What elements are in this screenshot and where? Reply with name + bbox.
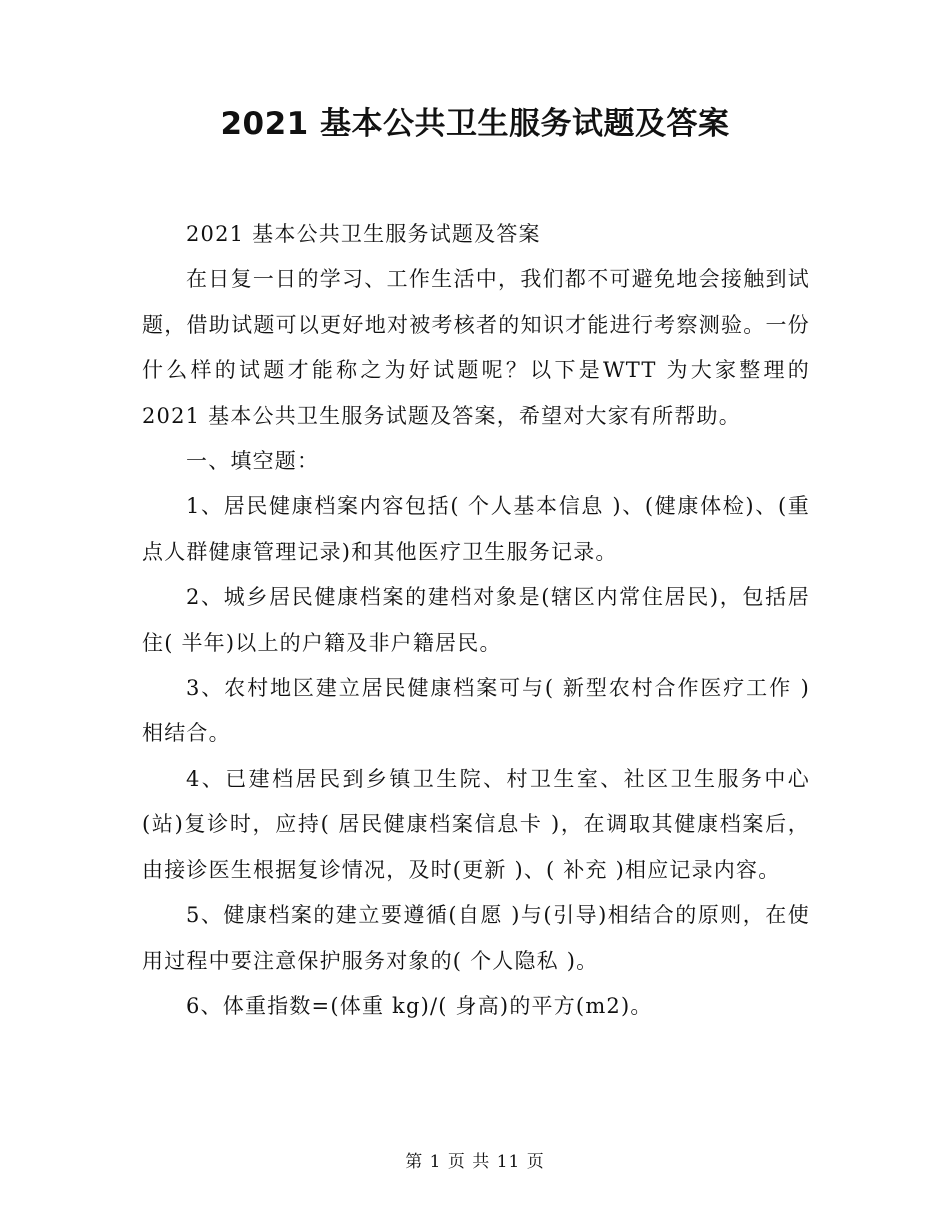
document-title: 2021 基本公共卫生服务试题及答案: [220, 106, 730, 142]
question-2: 2、城乡居民健康档案的建档对象是(辖区内常住居民)，包括居住( 半年)以上的户籍及非户籍居民。: [142, 585, 810, 655]
document-body: [142, 212, 810, 1029]
page-footer: [0, 1148, 950, 1176]
question-3: 3、农村地区建立居民健康档案可与( 新型农村合作医疗工作 )相结合。: [142, 676, 810, 746]
paragraph-intro: 在日复一日的学习、工作生活中，我们都不可避免地会接触到试题，借助试题可以更好地对被考核者的知识才能进行考察测验。一份什么样的试题才能称之为好试题呢？以下是WTT 为大家整理的 2021 基本公共卫生服务试题及答案，希望对大家有所帮助。: [142, 267, 810, 428]
section-heading-fill-in-blank: 一、填空题：: [186, 449, 320, 474]
question-5: 5、健康档案的建立要遵循(自愿 )与(引导)相结合的原则，在使用过程中要注意保护服务对象的( 个人隐私 )。: [142, 903, 810, 973]
question-6: 6、体重指数=(体重 kg)/( 身高)的平方(m2)。: [186, 993, 653, 1018]
page-number: 第 1 页 共 11 页: [405, 1152, 545, 1172]
question-1: 1、居民健康档案内容包括( 个人基本信息 )、(健康体检)、(重点人群健康管理记录)和其他医疗卫生服务记录。: [142, 494, 810, 564]
question-4: 4、已建档居民到乡镇卫生院、村卫生室、社区卫生服务中心(站)复诊时，应持( 居民健康档案信息卡 )，在调取其健康档案后，由接诊医生根据复诊情况，及时(更新 )、( 补充 )相应记录内容。: [142, 766, 810, 882]
paragraph-heading: 2021 基本公共卫生服务试题及答案: [186, 222, 541, 246]
